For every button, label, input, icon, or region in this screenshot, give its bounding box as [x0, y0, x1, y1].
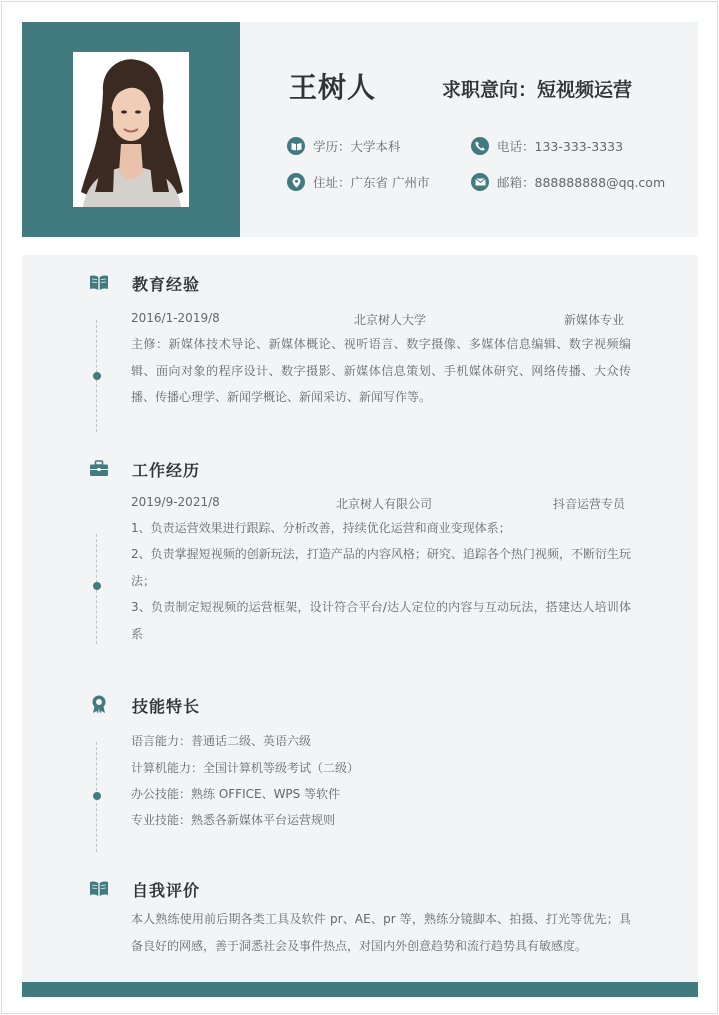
skills-section-title: 技能特长 — [132, 697, 201, 716]
education-school: 北京树人大学 — [354, 313, 427, 327]
skill-item: 专业技能：熟悉各新媒体平台运营规则 — [131, 813, 336, 827]
self-eval-text: 本人熟练使用前后期各类工具及软件 pr、AE、pr 等，熟练分镜脚本、拍摄、打光等优先；具备良好的网感，善于洞悉社会及事件热点，对国内外创意趋势和流行趋势具有敏感度。 — [131, 912, 631, 953]
timeline-dot — [93, 372, 101, 380]
candidate-name: 王树人 — [289, 71, 377, 104]
work-duty: 2、负责掌握短视频的创新玩法，打造产品的内容风格；研究、追踪各个热门视频，不断衍生玩法； — [131, 547, 631, 588]
education-text: 学历：大学本科 — [313, 139, 401, 154]
skill-item: 办公技能：熟练 OFFICE、WPS 等软件 — [131, 787, 341, 801]
education-major: 新媒体专业 — [564, 313, 625, 327]
location-icon — [287, 173, 305, 191]
phone-info — [471, 137, 623, 155]
skill-item: 计算机能力：全国计算机等级考试（二级） — [131, 761, 360, 775]
address-text: 住址：广东省 广州市 — [313, 175, 430, 190]
work-duty: 1、负责运营效果进行跟踪、分析改善，持续优化运营和商业变现体系； — [131, 521, 511, 535]
work-company: 北京树人有限公司 — [336, 497, 433, 511]
book-icon — [89, 274, 109, 294]
work-position: 抖音运营专员 — [553, 497, 626, 511]
work-period: 2019/9-2021/8 — [131, 495, 220, 509]
education-section-title: 教育经验 — [132, 275, 201, 294]
phone-icon — [471, 137, 489, 155]
education-period: 2016/1-2019/8 — [131, 311, 220, 325]
job-intent: 求职意向：短视频运营 — [442, 79, 633, 101]
work-section-title: 工作经历 — [132, 461, 201, 480]
timeline-dot — [93, 792, 101, 800]
skill-item: 语言能力：普通话二级、英语六级 — [131, 734, 312, 748]
email-icon — [471, 173, 489, 191]
phone-text: 电话：133-333-3333 — [497, 139, 624, 154]
profile-photo — [73, 52, 189, 207]
briefcase-icon — [89, 460, 109, 480]
education-icon — [287, 137, 305, 155]
book-icon — [89, 880, 109, 900]
timeline-dot — [93, 582, 101, 590]
education-courses: 主修：新媒体技术导论、新媒体概论、视听语言、数字摄像、多媒体信息编辑、数字视频编辑、面向对象的程序设计、数字摄影、新媒体信息策划、手机媒体研究、网络传播、大众传播、传播心理学、新闻学概论、新闻采访、新闻写作等。 — [131, 337, 631, 404]
education-info — [287, 137, 401, 155]
address-info — [287, 173, 429, 191]
footer-bar — [22, 982, 698, 997]
work-duty: 3、负责制定短视频的运营框架，设计符合平台/达人定位的内容与互动玩法，搭建达人培训体系 — [131, 600, 631, 641]
email-info — [471, 173, 665, 191]
award-icon — [89, 694, 109, 714]
email-text: 邮箱：888888888@qq.com — [497, 175, 666, 190]
self-eval-section-title: 自我评价 — [132, 881, 201, 900]
